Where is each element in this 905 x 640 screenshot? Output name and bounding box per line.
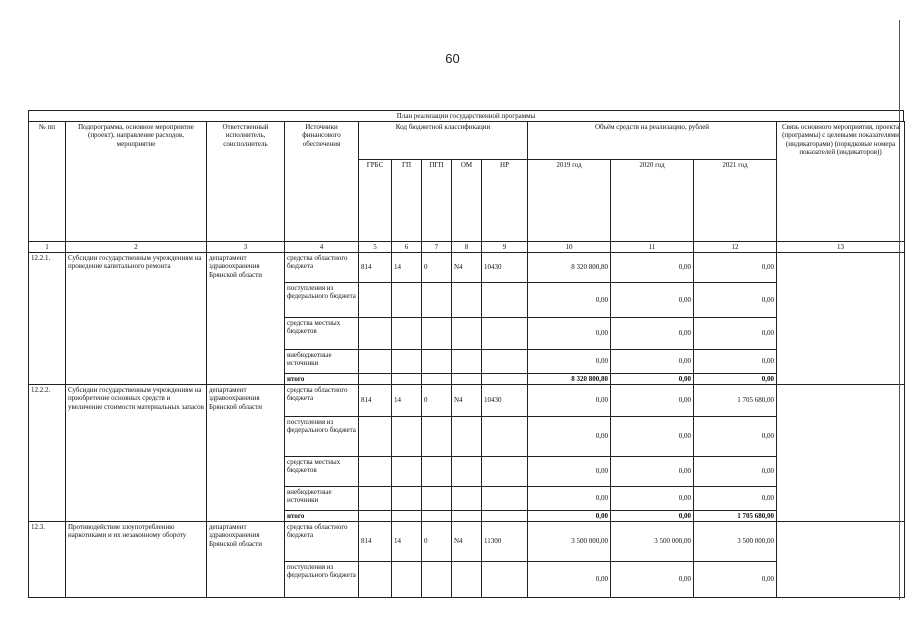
code-gp: 14 — [392, 385, 422, 417]
executor: департамент здравоохранения Брянской области — [207, 253, 285, 385]
header-name: Подпрограмма, основное мероприятие (проект), направление расходов, мероприятие — [66, 122, 207, 242]
code-nr: 10430 — [482, 385, 528, 417]
funding-source: внебюджетные источники — [285, 350, 359, 374]
total-2020: 0,00 — [611, 374, 694, 385]
amount-2020: 0,00 — [611, 457, 694, 487]
funding-source: средства областного бюджета — [285, 522, 359, 562]
header-volume-group: Объём средств на реализацию, рублей — [528, 122, 777, 160]
code-gp — [392, 318, 422, 350]
code-pgp: 0 — [422, 253, 452, 283]
code-gp — [392, 374, 422, 385]
measure-name: Противодействие злоупотреблению наркотиками и их незаконному обороту — [66, 522, 207, 598]
amount-2019: 0,00 — [528, 385, 611, 417]
code-grbs — [359, 487, 392, 511]
amount-2019: 0,00 — [528, 487, 611, 511]
funding-source: средства местных бюджетов — [285, 457, 359, 487]
code-nr: 10430 — [482, 253, 528, 283]
code-gp — [392, 511, 422, 522]
amount-2021: 0,00 — [694, 417, 777, 457]
index-cell: 5 — [359, 242, 392, 253]
header-num: № пп — [29, 122, 66, 242]
code-gp — [392, 350, 422, 374]
amount-2021: 3 500 000,00 — [694, 522, 777, 562]
code-pgp — [422, 487, 452, 511]
index-cell: 6 — [392, 242, 422, 253]
code-pgp — [422, 283, 452, 318]
amount-2020: 3 500 000,00 — [611, 522, 694, 562]
amount-2021: 0,00 — [694, 487, 777, 511]
code-pgp — [422, 374, 452, 385]
code-om — [452, 457, 482, 487]
block-12-3 — [29, 522, 905, 598]
code-grbs — [359, 562, 392, 598]
amount-2021: 0,00 — [694, 562, 777, 598]
code-pgp — [422, 350, 452, 374]
scan-edge-mark — [899, 20, 903, 600]
amount-2019: 0,00 — [528, 417, 611, 457]
indicator-link — [777, 522, 905, 598]
funding-source: поступления из федерального бюджета — [285, 417, 359, 457]
header-year-2020: 2020 год — [611, 160, 694, 242]
amount-2021: 0,00 — [694, 253, 777, 283]
code-gp: 14 — [392, 522, 422, 562]
amount-2020: 0,00 — [611, 318, 694, 350]
code-om — [452, 283, 482, 318]
amount-2020: 0,00 — [611, 283, 694, 318]
index-cell: 8 — [452, 242, 482, 253]
code-nr — [482, 417, 528, 457]
code-grbs — [359, 457, 392, 487]
code-nr — [482, 487, 528, 511]
measure-name: Субсидии государственным учреждениям на приобретение основных средств и увеличение стоимости материальных запасов — [66, 385, 207, 522]
amount-2020: 0,00 — [611, 253, 694, 283]
code-om — [452, 350, 482, 374]
funding-source: поступления из федерального бюджета — [285, 283, 359, 318]
header-executor: Ответственный исполнитель, соисполнитель — [207, 122, 285, 242]
code-pgp: 0 — [422, 522, 452, 562]
executor: департамент здравоохранения Брянской области — [207, 385, 285, 522]
header-code-group: Код бюджетной классификации — [359, 122, 528, 160]
table-row — [29, 253, 905, 283]
block-12-2-1 — [29, 253, 905, 385]
code-pgp — [422, 417, 452, 457]
amount-2021: 0,00 — [694, 318, 777, 350]
total-2019: 8 320 800,80 — [528, 374, 611, 385]
index-cell: 11 — [611, 242, 694, 253]
header-code-pgp: ПГП — [422, 160, 452, 242]
code-pgp — [422, 457, 452, 487]
funding-source: поступления из федерального бюджета — [285, 562, 359, 598]
funding-source: внебюджетные источники — [285, 487, 359, 511]
code-om: N4 — [452, 385, 482, 417]
amount-2019: 0,00 — [528, 457, 611, 487]
column-index-row — [29, 242, 905, 253]
code-grbs — [359, 350, 392, 374]
table-caption: План реализации государственной программы — [28, 110, 904, 122]
index-cell: 1 — [29, 242, 66, 253]
code-om — [452, 487, 482, 511]
executor: департамент здравоохранения Брянской области — [207, 522, 285, 598]
total-label: итого — [285, 374, 359, 385]
funding-source: средства областного бюджета — [285, 385, 359, 417]
amount-2020: 0,00 — [611, 562, 694, 598]
table-row — [29, 522, 905, 562]
amount-2019: 0,00 — [528, 562, 611, 598]
header-source: Источники финансового обеспечения — [285, 122, 359, 242]
header-link: Связь основного мероприятия, проекта (программы) с целевыми показателями (индикаторами) (порядковые номера показателей (индикаторов)) — [777, 122, 905, 242]
index-cell: 4 — [285, 242, 359, 253]
code-nr — [482, 511, 528, 522]
table-row — [29, 385, 905, 417]
index-cell: 10 — [528, 242, 611, 253]
measure-name: Субсидии государственным учреждениям на проведение капитального ремонта — [66, 253, 207, 385]
code-grbs — [359, 417, 392, 457]
budget-plan-table — [28, 121, 905, 598]
code-nr: 11300 — [482, 522, 528, 562]
index-cell: 3 — [207, 242, 285, 253]
header-year-2019: 2019 год — [528, 160, 611, 242]
code-grbs: 814 — [359, 385, 392, 417]
header-code-gp: ГП — [392, 160, 422, 242]
code-pgp — [422, 562, 452, 598]
code-gp — [392, 562, 422, 598]
code-nr — [482, 350, 528, 374]
code-grbs — [359, 318, 392, 350]
code-om — [452, 374, 482, 385]
code-pgp — [422, 511, 452, 522]
amount-2019: 0,00 — [528, 350, 611, 374]
code-om — [452, 417, 482, 457]
header-code-om: ОМ — [452, 160, 482, 242]
code-nr — [482, 318, 528, 350]
block-12-2-2 — [29, 385, 905, 522]
code-nr — [482, 457, 528, 487]
amount-2021: 0,00 — [694, 350, 777, 374]
code-gp — [392, 283, 422, 318]
index-cell: 13 — [777, 242, 905, 253]
code-om — [452, 318, 482, 350]
total-2020: 0,00 — [611, 511, 694, 522]
funding-source: средства областного бюджета — [285, 253, 359, 283]
indicator-link — [777, 253, 905, 385]
header-year-2021: 2021 год — [694, 160, 777, 242]
code-grbs — [359, 511, 392, 522]
amount-2021: 1 705 680,00 — [694, 385, 777, 417]
code-gp — [392, 457, 422, 487]
amount-2021: 0,00 — [694, 457, 777, 487]
code-nr — [482, 562, 528, 598]
index-cell: 7 — [422, 242, 452, 253]
header-code-nr: НР — [482, 160, 528, 242]
code-nr — [482, 283, 528, 318]
row-number: 12.3. — [29, 522, 66, 598]
code-grbs — [359, 283, 392, 318]
code-nr — [482, 374, 528, 385]
index-cell: 2 — [66, 242, 207, 253]
total-label: итого — [285, 511, 359, 522]
index-cell: 9 — [482, 242, 528, 253]
row-number: 12.2.1. — [29, 253, 66, 385]
amount-2019: 8 320 800,80 — [528, 253, 611, 283]
code-pgp: 0 — [422, 385, 452, 417]
code-gp — [392, 417, 422, 457]
index-cell: 12 — [694, 242, 777, 253]
indicator-link — [777, 385, 905, 522]
total-2019: 0,00 — [528, 511, 611, 522]
amount-2020: 0,00 — [611, 417, 694, 457]
amount-2021: 0,00 — [694, 283, 777, 318]
amount-2020: 0,00 — [611, 487, 694, 511]
total-2021: 0,00 — [694, 374, 777, 385]
amount-2019: 0,00 — [528, 318, 611, 350]
header-code-grbs: ГРБС — [359, 160, 392, 242]
code-pgp — [422, 318, 452, 350]
code-om — [452, 511, 482, 522]
amount-2020: 0,00 — [611, 350, 694, 374]
code-om: N4 — [452, 253, 482, 283]
total-2021: 1 705 680,00 — [694, 511, 777, 522]
code-om — [452, 562, 482, 598]
funding-source: средства местных бюджетов — [285, 318, 359, 350]
code-gp — [392, 487, 422, 511]
amount-2020: 0,00 — [611, 385, 694, 417]
code-grbs: 814 — [359, 253, 392, 283]
page-number: 60 — [445, 51, 460, 66]
amount-2019: 3 500 000,00 — [528, 522, 611, 562]
code-om: N4 — [452, 522, 482, 562]
code-grbs: 814 — [359, 522, 392, 562]
code-gp: 14 — [392, 253, 422, 283]
amount-2019: 0,00 — [528, 283, 611, 318]
code-grbs — [359, 374, 392, 385]
row-number: 12.2.2. — [29, 385, 66, 522]
